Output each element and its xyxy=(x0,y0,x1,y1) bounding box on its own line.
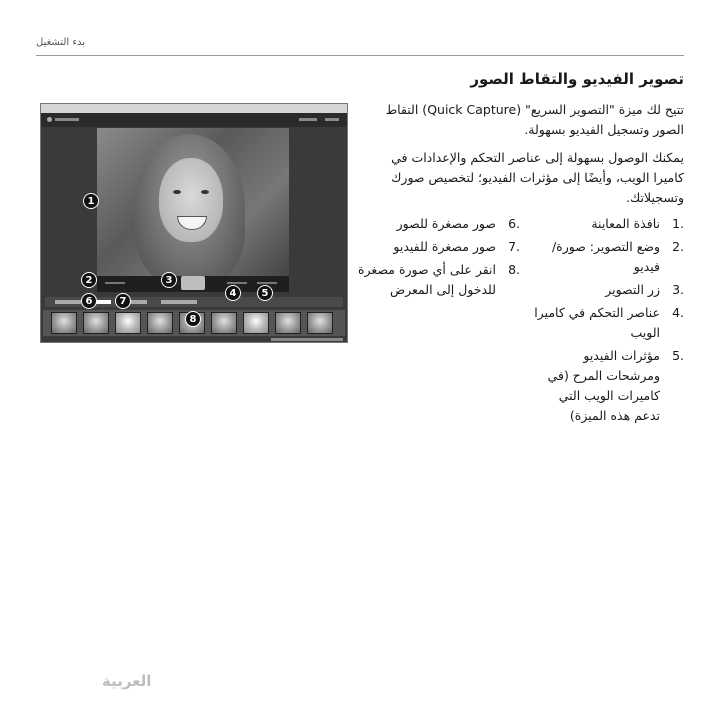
video-thumbnail xyxy=(115,312,141,334)
tab-all xyxy=(55,300,81,304)
preview-window xyxy=(97,128,289,276)
language-label: العربية xyxy=(102,672,152,690)
list-item: 6. صور مصغرة للصور xyxy=(396,216,520,231)
tab-videos xyxy=(129,300,147,304)
list-item: 5. مؤثرات الفيديو ومرشحات المرح (في كاميرات الويب التي تدعم هذه الميزة) xyxy=(547,348,684,423)
user-name-placeholder xyxy=(55,118,79,121)
video-thumbnail xyxy=(243,312,269,334)
photo-thumbnail xyxy=(307,312,333,334)
callout-6: 6 xyxy=(81,293,97,309)
mode-toggle-placeholder xyxy=(105,282,125,284)
feature-list-column-1 xyxy=(534,214,684,429)
gallery-scrollbar xyxy=(271,338,343,341)
page-title: تصوير الفيديو والتقاط الصور xyxy=(470,70,684,88)
callout-5: 5 xyxy=(257,285,273,301)
photo-thumbnail xyxy=(211,312,237,334)
intro-paragraph-2: يمكنك الوصول بسهولة إلى عناصر التحكم والإعدادات في كاميرا الويب، وأيضًا إلى مؤثرات الفيديو؛ لتخصيص صورك وتسجيلاتك. xyxy=(391,150,684,205)
intro-paragraph-1: تتيح لك ميزة "التصوير السريع" (Quick Capture) التقاط الصور وتسجيل الفيديو بسهولة. xyxy=(385,102,684,137)
photo-thumbnail xyxy=(83,312,109,334)
photo-thumbnail xyxy=(147,312,173,334)
list-item: 2. وضع التصوير: صورة/ فيديو xyxy=(551,239,684,274)
list-item: 7. صور مصغرة للفيديو xyxy=(393,239,520,254)
list-item: 3. زر التصوير xyxy=(605,282,684,297)
settings-link-placeholder xyxy=(299,118,317,121)
user-icon xyxy=(47,117,52,122)
subject-eye-right xyxy=(201,190,209,194)
callout-4: 4 xyxy=(225,285,241,301)
list-item: 8. انقر على أي صورة مصغرة للدخول إلى المعرض xyxy=(357,262,520,297)
callout-1: 1 xyxy=(83,193,99,209)
quick-capture-screenshot xyxy=(40,103,348,343)
tab-favorites xyxy=(161,300,197,304)
section-header: بدء التشغيل xyxy=(36,37,86,48)
help-link-placeholder xyxy=(325,118,339,121)
effects-link-placeholder xyxy=(257,282,277,284)
window-titlebar xyxy=(41,104,347,113)
header-divider xyxy=(36,55,684,56)
callout-7: 7 xyxy=(115,293,131,309)
callout-8: 8 xyxy=(185,311,201,327)
camera-capture-icon xyxy=(181,276,205,290)
controls-link-placeholder xyxy=(227,282,247,284)
callout-3: 3 xyxy=(161,272,177,288)
intro-text xyxy=(384,100,684,216)
list-item: 4. عناصر التحكم في كاميرا الويب xyxy=(534,305,684,340)
photo-thumbnail xyxy=(51,312,77,334)
subject-eye-left xyxy=(173,190,181,194)
list-item: 1. نافذة المعاينة xyxy=(591,216,684,231)
photo-thumbnail xyxy=(275,312,301,334)
callout-2: 2 xyxy=(81,272,97,288)
feature-list-column-2 xyxy=(350,214,520,303)
